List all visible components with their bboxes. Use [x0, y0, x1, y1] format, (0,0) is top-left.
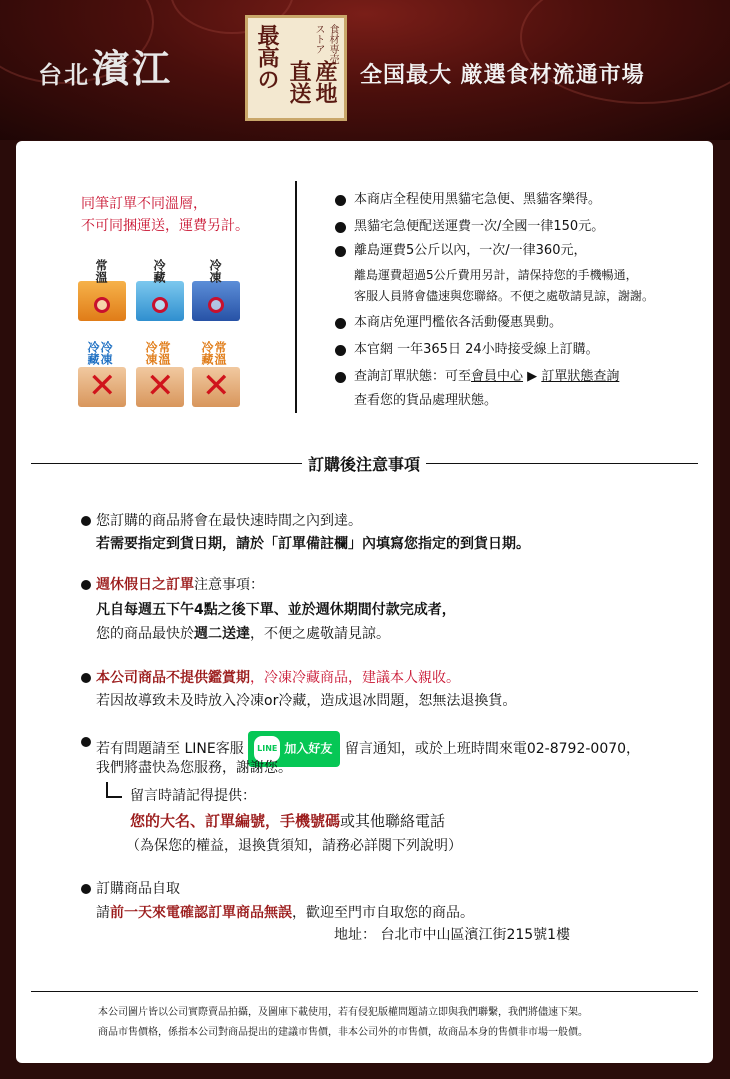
seal-small-1: 食材専売	[327, 24, 338, 64]
brand-big-text: 濱江	[92, 46, 173, 91]
service-thanks: 我們將盡快為您服務，謝謝您。	[96, 760, 292, 776]
rights-note: （為保您的權益，退換貨須知，請務必詳閱下列說明）	[126, 838, 462, 854]
box-mixed-label: 常溫 冷凍	[144, 341, 171, 365]
no-trial-period: 本公司商品不提供鑑賞期	[96, 670, 250, 686]
shipping-rule: 本商店免運門檻依各活動優惠異動。	[354, 315, 563, 330]
weekend-delivery-c: ，不便之處敬請見諒。	[250, 626, 390, 642]
content-card	[16, 141, 713, 1063]
seal-mid-text: 産地直送	[286, 60, 338, 104]
required-info-fields: 您的大名、訂單編號，手機號碼	[130, 812, 341, 830]
box-chilled-label: 冷藏	[152, 259, 166, 283]
order-status-link[interactable]: 訂單狀態查詢	[541, 369, 620, 384]
pickup-b: ，歡迎至門市自取您的商品。	[292, 905, 474, 921]
slogan: 全国最大 厳選食材流通市場	[360, 62, 645, 88]
header-banner	[0, 0, 730, 140]
cross-icon: ✕	[146, 366, 175, 406]
notice-item-3	[96, 667, 460, 689]
weekend-delivery-a: 您的商品最快於	[96, 626, 194, 642]
brand-logo	[38, 38, 172, 93]
weekend-order-label: 週休假日之訂單	[96, 577, 194, 593]
notice-item-1: 您訂購的商品將會在最快速時間之內到達。	[96, 510, 362, 532]
ok-circle-icon	[152, 297, 168, 313]
island-note-1: 離島運費超過5公斤費用另計，請保持您的手機暢通，	[354, 268, 638, 282]
footer-copyright-note: 本公司圖片皆以公司實際賣品拍攝，及圖庫下載使用，若有侵犯版權問題請立即與我們聯繫，我們將儘速下架。	[98, 1007, 588, 1018]
shipping-rule: 本官網 一年365日 24小時接受線上訂購。	[354, 342, 599, 357]
temp-warning-line1: 同筆訂單不同溫層，	[81, 196, 207, 212]
line-service-text: 若有問題請至 LINE客服	[96, 741, 244, 757]
line-icon: LINE	[254, 736, 280, 762]
divider-vertical	[295, 181, 297, 413]
footer-price-note: 商品市售價格，係指本公司對商品提出的建議市售價，非本公司外的市售價，故商品本身的售價非市場一般價。	[98, 1027, 588, 1038]
shipping-rule: 本商店全程使用黑貓宅急便、黑貓客樂得。	[354, 192, 602, 207]
contact-phone-text: 留言通知，或於上班時間來電02-8792-0070，	[344, 741, 641, 757]
ok-circle-icon	[94, 297, 110, 313]
box-mixed-label: 常溫 冷藏	[200, 341, 227, 365]
order-status-rule	[354, 368, 619, 386]
notice-item-5: 訂購商品自取	[96, 878, 180, 900]
weekend-delivery-day: 週二送達	[194, 626, 250, 642]
divider-horizontal	[31, 991, 698, 992]
ok-circle-icon	[208, 297, 224, 313]
arrow-right-icon: ▶	[527, 369, 538, 384]
weekend-delivery	[96, 623, 390, 645]
notice-item-2	[96, 574, 264, 596]
shipping-rule: 黑貓宅急便配送運費一次/全國一律150元。	[354, 219, 605, 234]
query-sub: 查看您的貨品處理狀態。	[354, 393, 498, 408]
line-add-friend-label: 加入好友	[284, 741, 333, 756]
weekend-order-rest: 注意事項：	[194, 577, 264, 593]
notice-item-1-highlight: 若需要指定到貨日期，請於「訂單備註欄」內填寫您指定的到貨日期。	[96, 536, 530, 552]
island-note-2: 客服人員將會儘速與您聯絡。不便之處敬請見諒，謝謝。	[354, 289, 655, 303]
temp-warning	[81, 193, 249, 237]
pickup-a: 請	[96, 905, 110, 921]
required-info-tail: 或其他聯絡電話	[340, 812, 446, 830]
notice-title: 訂購後注意事項	[302, 452, 426, 475]
pickup-confirm: 前一天來電確認訂單商品無誤	[110, 905, 292, 921]
seal-stamp	[245, 15, 347, 121]
box-frozen-label: 冷凍	[208, 259, 222, 283]
weekend-order-detail: 凡自每週五下午4點之後下單、並於週休期間付款完成者，	[96, 602, 456, 618]
pickup-note	[96, 902, 474, 924]
seal-left-text: 最高の	[254, 24, 280, 90]
query-prefix: 查詢訂單狀態：可至	[354, 369, 472, 384]
cross-icon: ✕	[88, 366, 117, 406]
corner-bracket-icon	[106, 782, 122, 798]
cross-icon: ✕	[202, 366, 231, 406]
brand-small-text: 台北	[38, 60, 90, 89]
temp-warning-line2: 不可同捆運送，運費另計。	[81, 218, 249, 234]
box-ambient-label: 常溫	[94, 259, 108, 283]
member-center-link[interactable]: 會員中心	[471, 369, 524, 384]
store-address: 地址： 台北市中山區濱江街215號1樓	[334, 927, 571, 943]
no-refund-note: 若因故導致未及時放入冷凍or冷藏，造成退冰問題，恕無法退換貨。	[96, 693, 517, 709]
required-info	[130, 810, 445, 832]
message-provide-label: 留言時請記得提供：	[130, 788, 256, 804]
shipping-rule: 離島運費5公斤以內，一次/一律360元，	[354, 243, 587, 258]
seal-small-2: ストア	[313, 24, 324, 54]
box-mixed-label: 冷凍 冷藏	[86, 341, 113, 365]
cold-items-note: ，冷凍冷藏商品，建議本人親收。	[250, 670, 460, 686]
